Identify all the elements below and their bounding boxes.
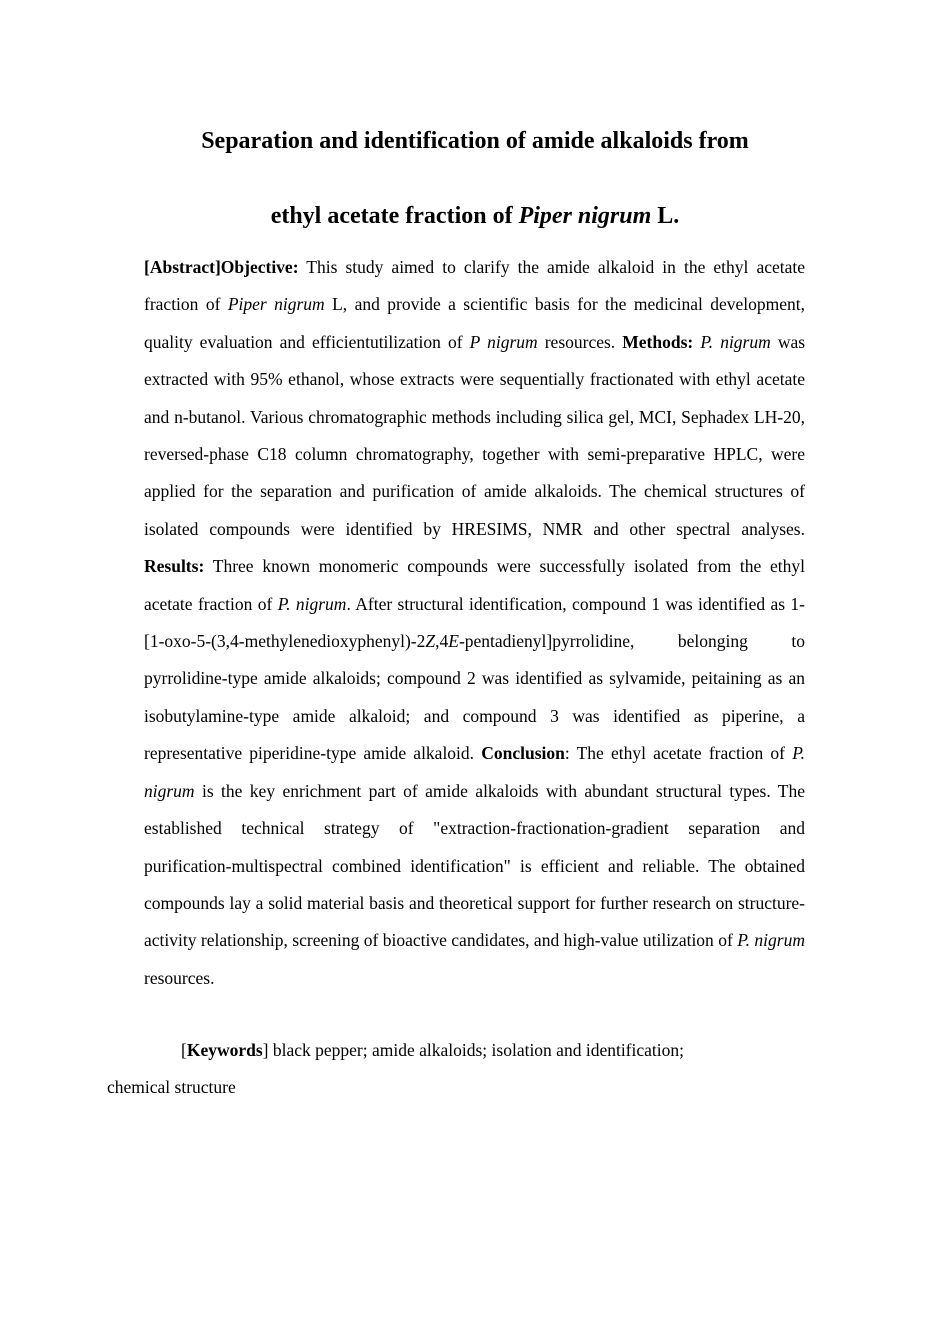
title-line-1: Separation and identification of amide alkaloids from [201,128,749,154]
stereo-descriptor-e: E [448,631,459,652]
keywords-paragraph [107,1032,805,1106]
conclusion-text: The ethyl acetate fraction of [576,743,786,764]
results-label: Results: [144,556,205,577]
results-text: Three known monomeric compounds were successfully isolated from the ethyl acetate fraction of [144,556,805,614]
methods-text: was extracted with 95% ethanol, whose extracts were sequentially fractionated with ethyl acetate and n-butanol. Various chromatographic methods including silica gel, MCI, Sephadex LH-20, reversed-phase C18 column chromatography, together with semi-preparative HPLC, were applied for the separation and purification of amide alkaloids. The chemical structures of isolated compounds were identified by HRESIMS, NMR and other spectral analyses. [144,331,806,539]
abstract-paragraph [144,249,805,997]
title-species-name: Piper nigrum [518,203,652,229]
keywords-list-continued: chemical structure [107,1077,236,1097]
title-text: ethyl acetate fraction of [270,203,519,229]
keywords-list: black pepper; amide alkaloids; isolation and identification; [272,1040,684,1060]
species-name: P. nigrum [700,331,771,352]
results-text: . After structural identification, compound 1 was identified as 1-[1-oxo-5-(3,4-methylenedioxyphenyl)-2 [144,593,806,652]
results-text: -pentadienyl]pyrrolidine, belonging to pyrrolidine-type amide alkaloids; compound 2 was identified as sylvamide, peitaining as an isobutylamine-type amide alkaloid; and compound 3 was identified as piperine, a representative piperidine-type amide alkaloid. [144,631,805,764]
stereo-descriptor-z: Z [425,631,436,652]
conclusion-text: is the key enrichment part of amide alkaloids with abundant structural types. The established technical strategy of "extraction-fractionation-gradient separation and purification-multispectral combined identification" is efficient and reliable. The obtained compounds lay a solid material basis and theoretical support for further research on structure-activity relationship, screening of bioactive candidates, and high-value utilization of [144,780,806,951]
methods-label: Methods: [622,331,694,352]
results-text: ,4 [435,631,449,652]
species-name: Piper nigrum [227,294,325,315]
keywords-label: Keywords [186,1040,263,1060]
keywords-bracket-open: [ [181,1040,187,1060]
keywords-bracket-close: ] [262,1040,269,1060]
conclusion-text: resources. [144,967,215,988]
conclusion-colon: : [564,743,570,764]
title-line-2 [0,201,950,231]
species-name: P nigrum [469,331,538,352]
title-text-suffix: L. [651,203,680,229]
conclusion-label: Conclusion [481,743,565,764]
objective-text: resources. [544,331,616,352]
abstract-label: [Abstract] [144,257,221,277]
species-name: P. nigrum [737,930,805,951]
species-name: P. nigrum [144,743,805,801]
objective-label: Objective: [220,257,299,277]
species-name: P. nigrum [277,593,347,614]
objective-text: L, and provide a scientific basis for the medicinal development, quality evaluation and efficientutilization of [144,294,806,352]
objective-text: This study aimed to clarify the amide alkaloid in the ethyl acetate fraction of [144,257,806,315]
